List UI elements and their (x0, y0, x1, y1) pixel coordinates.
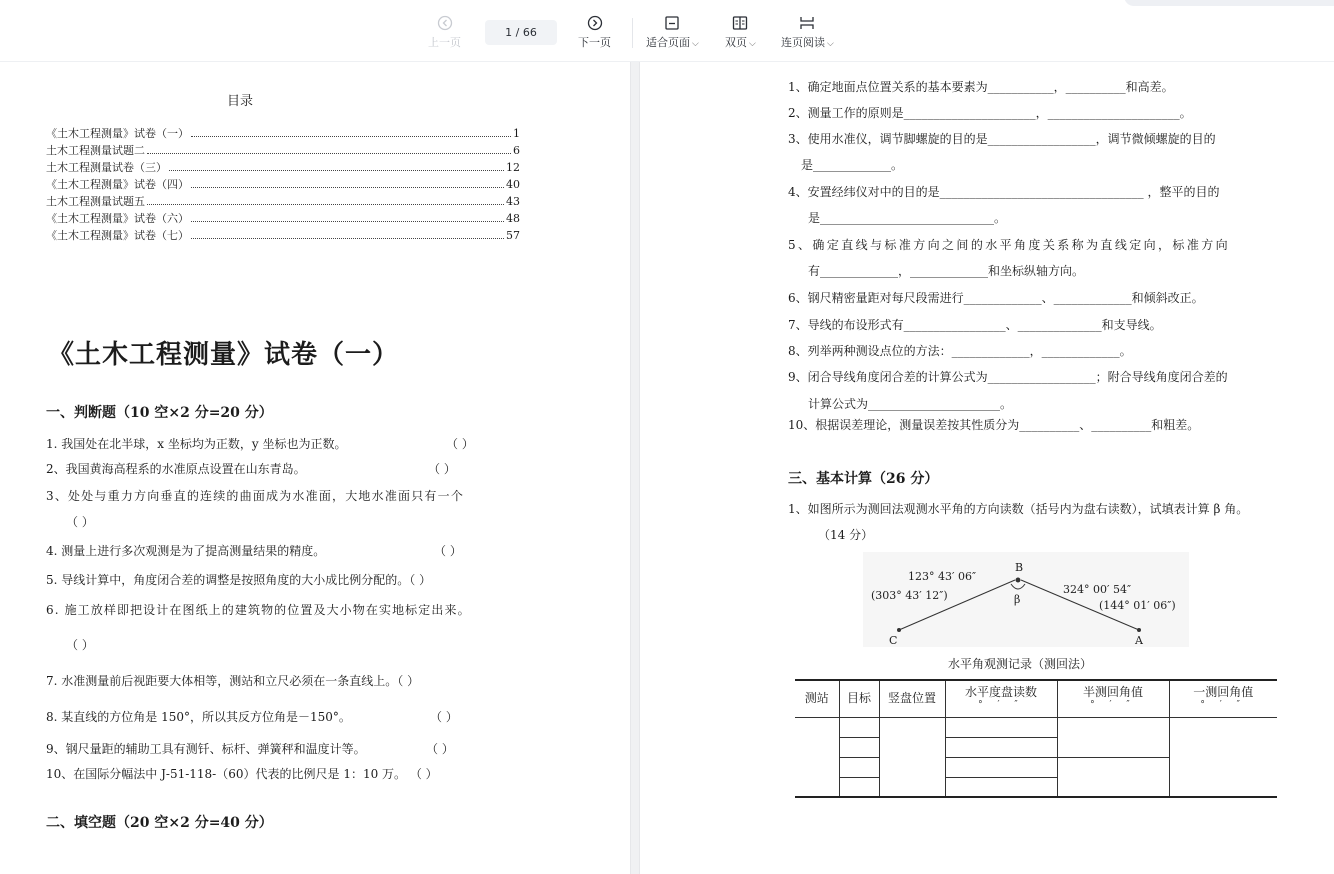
continuous-read-icon (799, 15, 815, 31)
fill-question: 9、闭合导线角度闭合差的计算公式为__________________；附合导线角度闭合差的 (788, 370, 1228, 384)
fill-question: 5、确定直线与标准方向之间的水平角度关系称为直线定向，标准方向 (788, 238, 1231, 252)
table-header: 测站 (795, 680, 839, 717)
point-c-marker (897, 628, 901, 632)
question-text: 9、钢尺量距的辅助工具有测钎、标杆、弹簧秤和温度计等。 (46, 742, 366, 756)
section-heading: 一、判断题（10 空×2 分=20 分） (46, 405, 273, 421)
prev-page-label: 上一页 (428, 36, 461, 49)
label-point-b: B (1015, 561, 1024, 574)
table-cell (945, 737, 1057, 757)
table-cell (839, 777, 879, 797)
table-cell-station (795, 717, 839, 797)
next-page-label: 下一页 (578, 36, 611, 49)
next-page-button[interactable] (578, 15, 611, 50)
observation-table (795, 679, 1277, 798)
question-text: 1. 我国处在北半球，x 坐标均为正数，y 坐标也为正数。 (46, 437, 347, 451)
prev-page-button[interactable] (428, 15, 461, 50)
label-c-left: 123° 43′ 06″ (908, 570, 977, 583)
fill-question: 3、使用水准仪，调节脚螺旋的目的是__________________，调节微倾螺旋的目的 (788, 132, 1216, 146)
question-text: 3、处处与重力方向垂直的连续的曲面成为水准面，大地水准面只有一个 (46, 489, 465, 503)
fill-question: 4、安置经纬仪对中的目的是__________________________________ ，整平的目的 (788, 185, 1220, 199)
toolbar-corner-decoration (1124, 0, 1334, 6)
toc-entry[interactable]: 《土木工程测量》试卷（四） 40 (46, 178, 520, 191)
exam-title: 《土木工程测量》试卷（一） (48, 340, 400, 370)
answer-bracket: （ ） (426, 742, 454, 756)
page-number-input[interactable] (485, 20, 557, 45)
double-page-button[interactable] (725, 15, 756, 50)
fill-question: 1、确定地面点位置关系的基本要素为___________，__________和高差。 (788, 80, 1174, 94)
line-b-c (899, 580, 1015, 630)
label-point-a: A (1135, 634, 1143, 647)
table-header-row (795, 680, 1277, 717)
table-header: 竖盘位置 (879, 680, 945, 717)
table-row (795, 717, 1277, 737)
table-cell (945, 717, 1057, 737)
fill-question-cont: 计算公式为______________________。 (808, 397, 1013, 411)
fit-dropdown-chevron-icon: ⌵ (692, 39, 699, 49)
section-heading: 二、填空题（20 空×2 分=40 分） (46, 815, 273, 831)
fit-page-label: 适合页面 (646, 36, 690, 49)
question-text: 4. 测量上进行多次观测是为了提高测量结果的精度。 (46, 544, 326, 558)
section-heading: 三、基本计算（26 分） (788, 471, 939, 487)
table-cell (839, 737, 879, 757)
document-page-right (640, 62, 1334, 874)
label-a-right: (144° 01′ 06″) (1099, 599, 1176, 612)
continuous-read-button[interactable] (781, 15, 834, 50)
angle-arc (1011, 584, 1025, 589)
table-header: 水平度盘读数 ° ′ ″ (945, 680, 1057, 717)
table-cell (839, 757, 879, 777)
double-dropdown-chevron-icon: ⌵ (749, 39, 756, 49)
next-page-icon (587, 15, 603, 31)
answer-bracket: （ ） (428, 462, 456, 476)
viewer-toolbar (0, 0, 1334, 62)
table-cell (945, 777, 1057, 797)
fit-page-button[interactable] (646, 15, 699, 50)
label-beta: β (1014, 593, 1021, 606)
table-cell-face (879, 717, 945, 797)
point-b-marker (1016, 578, 1021, 583)
table-cell (839, 717, 879, 737)
page-indicator: 1 / 66 (505, 26, 537, 39)
toc-title: 目录 (226, 94, 253, 109)
continuous-read-label: 连页阅读 (781, 36, 825, 49)
fill-question: 8、列举两种测设点位的方法：_____________，_____________。 (788, 344, 1132, 358)
calc-question: 1、如图所示为测回法观测水平角的方向读数（括号内为盘右读数），试填表计算 β 角。 (788, 502, 1249, 516)
continuous-dropdown-chevron-icon: ⌵ (827, 39, 834, 49)
toc-entry[interactable]: 《土木工程测量》试卷（一） 1 (46, 127, 520, 140)
fill-question: 7、导线的布设形式有_________________、______________和支导线。 (788, 318, 1162, 332)
answer-bracket: （ ） (434, 544, 462, 558)
angle-diagram (863, 552, 1189, 647)
toc-entry[interactable]: 土木工程测量试题二 6 (46, 144, 520, 157)
question-text: 6. 施工放样即把设计在图纸上的建筑物的位置及大小物在实地标定出来。 (46, 603, 471, 617)
double-page-icon (732, 15, 748, 31)
table-header: 一测回角值 ° ′ ″ (1169, 680, 1277, 717)
prev-page-icon (437, 15, 453, 31)
table-header: 目标 (839, 680, 879, 717)
page-divider (630, 62, 640, 874)
table-cell (945, 757, 1057, 777)
question-text: 5. 导线计算中，角度闭合差的调整是按照角度的大小成比例分配的。（ ） (46, 573, 432, 587)
table-cell (1057, 717, 1169, 757)
toc-entry[interactable]: 土木工程测量试卷（三） 12 (46, 161, 520, 174)
toc-entry[interactable]: 《土木工程测量》试卷（七） 57 (46, 229, 520, 242)
label-point-c: C (889, 634, 898, 647)
table-cell (1169, 717, 1277, 797)
question-text: 10、在国际分幅法中 J-51-118-（60）代表的比例尺是 1：10 万。 （ ） (46, 767, 438, 781)
question-text: 8. 某直线的方位角是 150°，所以其反方位角是－150°。 (46, 710, 351, 724)
document-page-left (0, 62, 630, 874)
figure-caption: 水平角观测记录（测回法） (948, 657, 1093, 671)
table-cell (1057, 757, 1169, 797)
label-c-right: (303° 43′ 12″) (871, 589, 948, 602)
fill-question: 6、钢尺精密量距对每尺段需进行_____________、_____________和倾斜改正。 (788, 291, 1204, 305)
point-a-marker (1137, 628, 1141, 632)
fill-question-cont: 是_____________。 (801, 158, 904, 172)
angle-observation-figure (863, 552, 1189, 647)
fit-page-icon (664, 15, 680, 31)
toolbar-separator (632, 18, 633, 48)
fill-question-cont: 有_____________，_____________和坐标纵轴方向。 (808, 264, 1085, 278)
calc-question-score: （14 分） (818, 528, 874, 542)
answer-bracket: （ ） (430, 710, 458, 724)
double-page-label: 双页 (725, 36, 747, 49)
toc-entry[interactable]: 《土木工程测量》试卷（六） 48 (46, 212, 520, 225)
answer-bracket: （ ） (66, 515, 94, 529)
answer-bracket: （ ） (446, 437, 474, 451)
toc-entry[interactable]: 土木工程测量试题五 43 (46, 195, 520, 208)
question-text: 7. 水准测量前后视距要大体相等，测站和立尺必须在一条直线上。（ ） (46, 674, 420, 688)
table-header: 半测回角值 ° ′ ″ (1057, 680, 1169, 717)
fill-question-cont: 是_____________________________。 (808, 211, 1007, 225)
label-a-left: 324° 00′ 54″ (1063, 583, 1132, 596)
answer-bracket: （ ） (66, 638, 94, 652)
fill-question: 2、测量工作的原则是______________________，______________________。 (788, 106, 1192, 120)
question-text: 2、我国黄海高程系的水准原点设置在山东青岛。 (46, 462, 306, 476)
fill-question: 10、根据误差理论，测量误差按其性质分为__________、__________和粗差。 (788, 418, 1200, 432)
